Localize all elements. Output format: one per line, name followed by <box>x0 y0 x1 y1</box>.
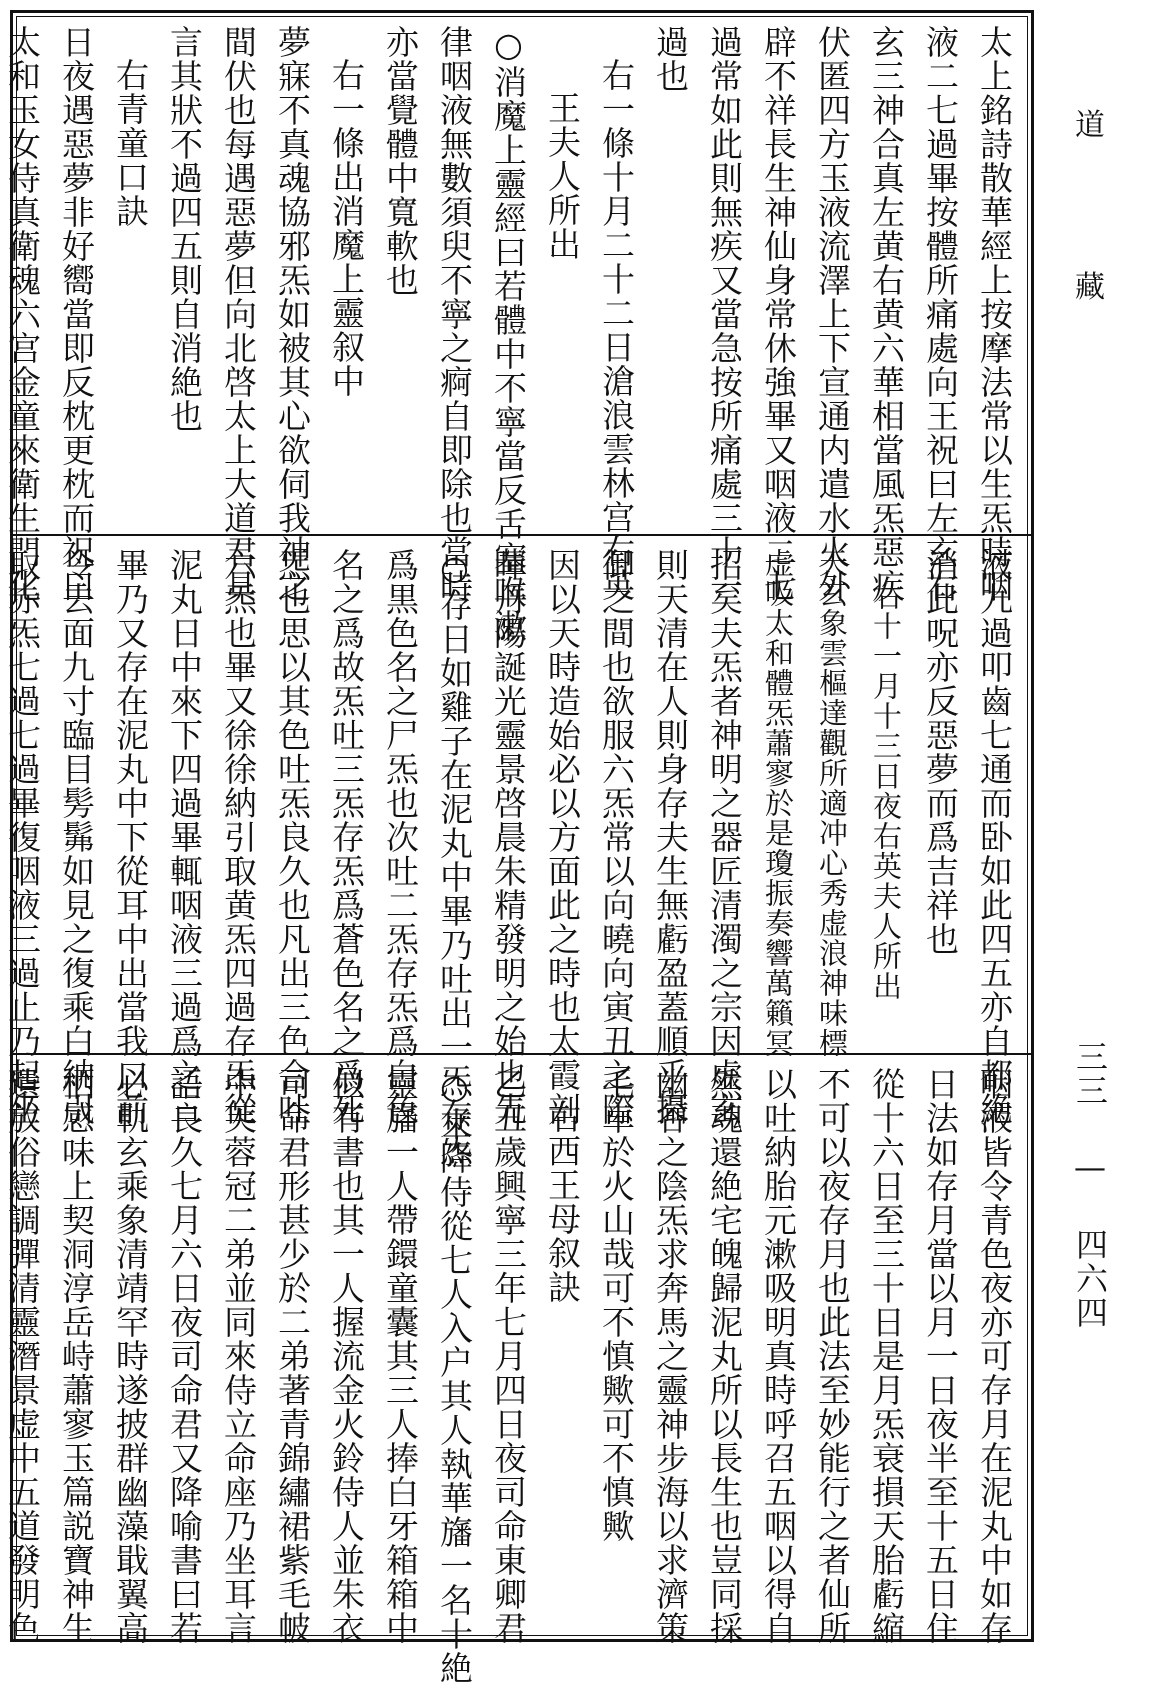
text-column: 日法如存月當以月一日夜半至十五日住 <box>921 1067 960 1645</box>
text-column: 右一條出消魔上靈叙中 <box>327 58 366 398</box>
panel-columns <box>0 1067 1021 1685</box>
text-column: 司命君形甚少於二弟著青錦繡裙紫毛帔 <box>273 1067 312 1645</box>
text-column: 日夜遇惡夢非好嚮當即反枕更枕而祝曰 <box>57 25 96 603</box>
text-column: 消此呪亦反惡夢而爲吉祥也 <box>921 548 960 956</box>
text-column: 太和玉女侍真衛魂六宫金童來衛生門化 <box>3 25 42 603</box>
text-column: 右一條十月二十二日滄浪雲林宫右英 <box>597 58 636 602</box>
text-column: 咽液皆令青色夜亦可存月在泥丸中如存 <box>975 1067 1014 1645</box>
text-column: 幽谷之陰炁求奔馬之靈神步海以求濟策 <box>651 1067 690 1645</box>
page-number: 三三 — 四六四 <box>1071 1040 1109 1330</box>
text-panel-top <box>3 13 1031 643</box>
text-column: 令去面九寸臨目髣髴如見之復乘白納引 <box>57 548 96 1126</box>
text-column: 不可以夜存月也此法至妙能行之者仙所 <box>813 1067 852 1645</box>
text-column: 伏匿四方玉液流澤上下宣通内遣水火外 <box>813 25 852 603</box>
text-column: 語良久七月六日夜司命君又降喻書曰若 <box>165 1067 204 1645</box>
text-column: 必軌玄乘象清靖罕時遂披群幽藻戢翼高 <box>111 1067 150 1645</box>
text-column: 取赤炁七過七過畢復咽液三過止乃起坐 <box>3 548 42 1126</box>
text-column: 乙丑歲興寧三年七月四日夜司命東卿君 <box>489 1067 528 1645</box>
text-column: 畢乃又存在泥丸中下從耳中出當我口前 <box>111 548 150 1126</box>
text-column: 因以天時造始必以方面此之時也太霞剖 <box>543 548 582 1126</box>
text-column: 過也 <box>651 25 690 93</box>
text-column: 右西王母叙訣 <box>543 1100 582 1304</box>
text-column: ○存日如雞子在泥丸中畢乃吐出一炁存炁 <box>435 548 474 1166</box>
text-column: 爲黒色名之尸炁也次吐二炁存炁爲白色 <box>381 548 420 1126</box>
text-column: 則天清在人則身存夫生無虧盈蓋順乎攝 <box>651 548 690 1126</box>
text-column: 辟不祥長生神仙身常休強畢又咽液二七 <box>759 25 798 603</box>
text-column: 中芙蓉冠二弟並同來侍立命座乃坐耳言 <box>219 1067 258 1645</box>
text-column: 天玄象雲樞達觀所適冲心秀虚浪神味標 <box>815 548 849 1058</box>
text-column: 御之間也欲服六炁常以向曉向寅丑之際 <box>597 548 636 1126</box>
text-column: 玄三神合真左黄右黄六華相當風炁惡疾 <box>867 25 906 603</box>
text-column: 招矣夫炁者神明之器匠清濁之宗因虚玄 <box>705 548 744 1126</box>
text-column: 虚吸太和體炁蕭寥於是瓊振奏響萬籟冥 <box>761 548 795 1058</box>
text-column: 栖感味上契洞淳岳峙蕭寥玉篇説寶神生 <box>57 1067 96 1645</box>
text-column: 間伏也每遇惡夢但向北啓太上大道君具 <box>219 25 258 603</box>
text-column: 夢寐不真魂協邪炁如被其心欲伺我神之 <box>273 25 312 603</box>
text-column: ○消魔上靈經曰若體中不寧當反舌塞喉漱 <box>489 25 528 643</box>
text-column: 炁也思以其色吐炁良久也凡出三色合吐 <box>273 548 312 1126</box>
text-column: 右十一月十三日夜右英夫人所出 <box>869 581 903 1001</box>
text-column: 以吐納胎元漱吸明真時呼召五咽以得自 <box>759 1067 798 1645</box>
margin-char-dao: 道 <box>1075 108 1105 143</box>
text-panel-middle <box>3 534 1031 1166</box>
panel-columns <box>0 548 1021 1166</box>
text-column: 律咽液無數須臾不寧之痾自即除也當時 <box>435 25 474 603</box>
margin-char-zang: 藏 <box>1075 270 1105 305</box>
text-column: 亦當覺體中寬軟也 <box>381 25 420 297</box>
text-column: 六炁也畢又徐徐納引取黄炁四過存炁從 <box>219 548 258 1126</box>
text-column: 然魂還絶宅魄歸泥丸所以長生也豈同採 <box>705 1067 744 1645</box>
text-column: 遺放俗戀調彈清靈潛景虚中五道發明色 <box>3 1067 42 1645</box>
text-column: 從十六日至三十日是月炁衰損天胎虧縮 <box>867 1067 906 1645</box>
text-column: 名之爲故炁吐三炁存炁爲蒼色名之爲死 <box>327 548 366 1126</box>
outer-margin <box>1050 0 1140 1652</box>
text-column: 王夫人所出 <box>543 91 582 261</box>
text-column: 毛車於火山哉可不慎歟可不慎歟 <box>597 1067 636 1543</box>
text-column: 液九過叩齒七通而卧如此四五亦自都絶 <box>975 548 1014 1126</box>
text-column: 似有書也其一人握流金火鈴侍人並朱衣 <box>327 1067 366 1645</box>
text-column: 太上銘詩散華經上按摩法常以生炁時咽 <box>975 25 1014 603</box>
text-column: 言其狀不過四五則自消絶也 <box>165 25 204 433</box>
text-panel-bottom <box>3 1053 1031 1685</box>
panel-columns <box>0 25 1021 643</box>
text-column: 過常如此則無疾又當急按所痛處三十一 <box>705 25 744 603</box>
text-column: 暉丹陽誕光靈景啓晨朱精發明之始也先 <box>489 548 528 1126</box>
text-column: 液二七過畢按體所痛處向王祝曰左玄右 <box>921 25 960 603</box>
text-column: 泥丸日中來下四過畢輒咽液三過爲之三 <box>165 548 204 1126</box>
text-column: 靈旛一人帶鐶童囊其三人捧白牙箱箱中 <box>381 1067 420 1645</box>
text-column: 右青童口訣 <box>111 58 150 228</box>
text-column: ○來降侍從七人入户其人執華旛一名十絶 <box>435 1067 474 1685</box>
page-frame <box>3 10 1034 1685</box>
